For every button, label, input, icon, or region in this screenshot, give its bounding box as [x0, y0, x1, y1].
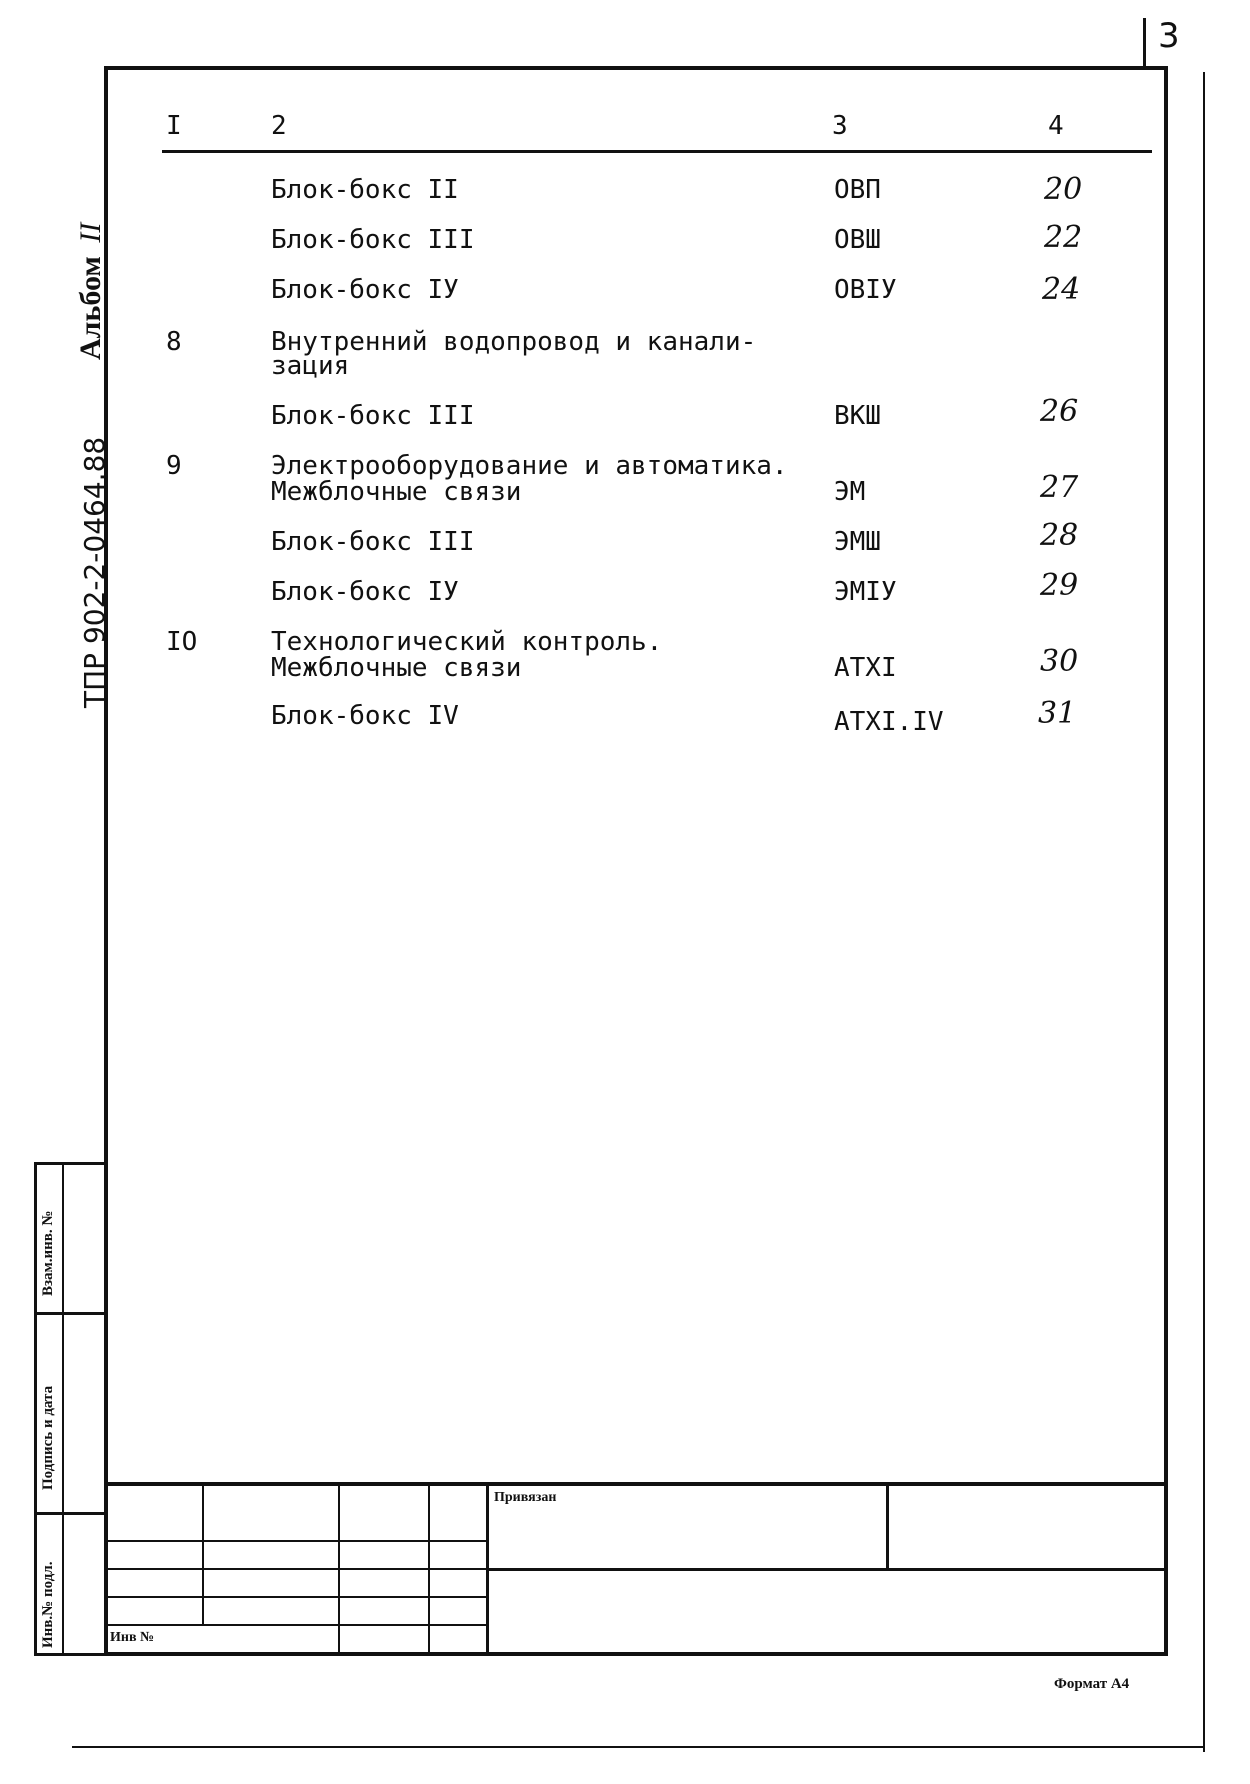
- left-stamp-sep-1: [34, 1312, 104, 1315]
- row-page: 27: [1040, 470, 1079, 505]
- header-col-2: 2: [271, 111, 287, 141]
- tb-h4: [104, 1624, 488, 1626]
- stamp-podpis-data: Подпись и дата: [40, 1385, 56, 1490]
- stamp-inv-podl: Инв.№ подл.: [40, 1561, 56, 1648]
- row-title: Внутренний водопровод и канали-: [271, 327, 757, 357]
- row-code: ЭМ: [834, 477, 866, 507]
- row-code: ЭМIУ: [834, 577, 897, 607]
- stamp-vzam-inv: Взам.инв. №: [40, 1210, 56, 1296]
- row-title-cont: Межблочные связи: [271, 477, 522, 507]
- row-title: Блок-бокс III: [271, 401, 475, 431]
- row-code: АТХI.IV: [834, 707, 944, 737]
- side-album-number: II: [74, 222, 107, 243]
- outer-right-line: [1203, 72, 1205, 1752]
- row-page: 30: [1040, 644, 1079, 679]
- format-label: Формат А4: [1054, 1676, 1130, 1692]
- row-title: Блок-бокс III: [271, 527, 475, 557]
- row-title: Блок-бокс IV: [271, 701, 459, 731]
- row-code: ЭМШ: [834, 527, 881, 557]
- row-number: 8: [166, 327, 182, 357]
- row-code: АТХI: [834, 653, 897, 683]
- tb-h2: [104, 1568, 488, 1570]
- row-code: ОВП: [834, 175, 881, 205]
- row-page: 26: [1040, 394, 1079, 429]
- row-title: Блок-бокс IУ: [271, 577, 459, 607]
- header-col-4: 4: [1048, 111, 1064, 141]
- header-col-1: I: [166, 111, 182, 141]
- row-title: Блок-бокс IУ: [271, 275, 459, 305]
- header-rule: [162, 150, 1152, 153]
- side-code-text: ТПР 902-2-0464.88: [78, 436, 111, 708]
- side-album-label: Альбом: [74, 256, 107, 360]
- row-page: 28: [1040, 518, 1079, 553]
- row-page: 20: [1044, 172, 1083, 207]
- row-title: Электрооборудование и автоматика.: [271, 451, 788, 481]
- tb-v1: [202, 1484, 204, 1624]
- tb-h5: [486, 1568, 1166, 1571]
- left-stamp-sep-2: [34, 1512, 104, 1515]
- side-code: [78, 437, 111, 708]
- row-number: 9: [166, 451, 182, 481]
- row-number: IO: [166, 627, 198, 657]
- inv-no-label: Инв №: [110, 1630, 155, 1645]
- outer-bottom-line: [72, 1746, 1204, 1748]
- privyazan-label: Привязан: [494, 1490, 557, 1505]
- row-page: 29: [1040, 568, 1079, 603]
- tb-h1: [104, 1540, 488, 1542]
- page-number: 3: [1158, 16, 1180, 56]
- row-page: 31: [1038, 696, 1077, 731]
- row-title-cont: Межблочные связи: [271, 653, 522, 683]
- tb-v5: [886, 1484, 889, 1570]
- side-album: [74, 223, 108, 360]
- tb-h3: [104, 1596, 488, 1598]
- header-col-3: 3: [832, 111, 848, 141]
- row-page: 22: [1044, 220, 1083, 255]
- page-number-bar: [1143, 18, 1146, 68]
- row-title: Технологический контроль.: [271, 627, 663, 657]
- row-title-cont: зация: [271, 351, 350, 381]
- row-title: Блок-бокс II: [271, 175, 459, 205]
- row-code: ОВIУ: [834, 275, 897, 305]
- row-title: Блок-бокс III: [271, 225, 475, 255]
- row-code: ВКШ: [834, 401, 881, 431]
- row-code: ОВШ: [834, 225, 881, 255]
- left-stamp-divider: [62, 1162, 64, 1656]
- row-page: 24: [1042, 272, 1081, 307]
- title-block-top: [104, 1482, 1168, 1486]
- main-frame: [104, 66, 1168, 1656]
